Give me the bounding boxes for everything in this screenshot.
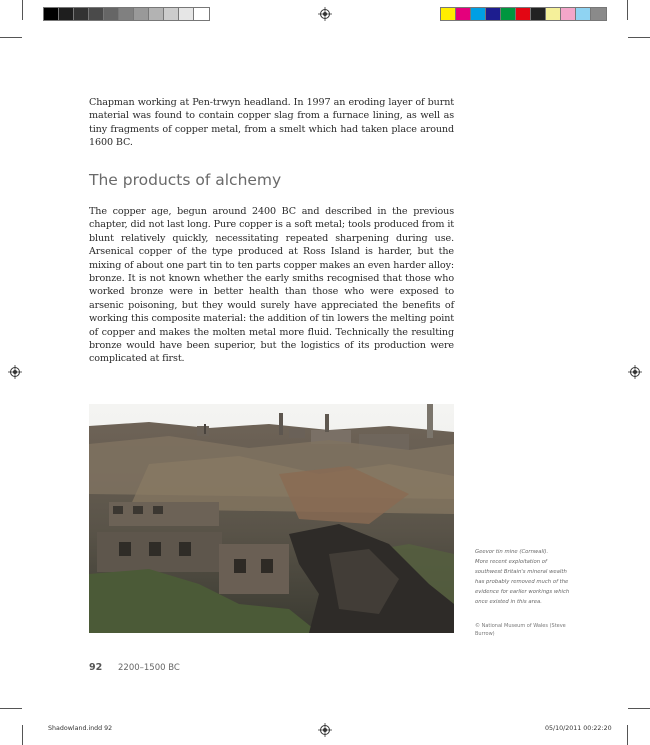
color-swatch [576, 8, 591, 20]
color-swatch [441, 8, 456, 20]
grayscale-color-bar [43, 7, 210, 21]
color-swatch [546, 8, 561, 20]
gray-swatch [119, 8, 134, 20]
crop-mark [0, 708, 22, 709]
gray-swatch [44, 8, 59, 20]
photo-caption [475, 548, 575, 607]
crop-mark [628, 708, 650, 709]
registration-mark-icon [8, 365, 22, 379]
color-swatch [561, 8, 576, 20]
caption-title: Geevor tin mine (Cornwall). [475, 549, 549, 555]
crop-mark [628, 37, 650, 38]
slug-filename: Shadowland.indd 92 [48, 725, 113, 732]
color-swatch [531, 8, 546, 20]
registration-mark-icon [628, 365, 642, 379]
gray-swatch [164, 8, 179, 20]
color-swatch [471, 8, 486, 20]
crop-mark [0, 37, 22, 38]
photo-credit: © National Museum of Wales (Steve Burrow) [475, 623, 566, 637]
mine-photograph [89, 404, 454, 633]
main-paragraph: The copper age, begun around 2400 BC and described in the previous chapter, did not last long. Pure copper is a soft metal; tools produced from it blunt relatively quickly, necessitating repeated sharpening during use. Arsenical copper of the type produced at Ross Island is harder, but the mixing of about one part tin to ten parts copper makes an even harder alloy: bronze. It is not known whether the early smiths recognised that those who worked bronze were in better health than those who were exposed to arsenic poisoning, but they would surely have appreciated the benefits of working this composite material: the addition of tin lowers the melting point of copper and makes the molten metal more fluid. Technically the resulting bronze would have been superior, but the logistics of its production were complicated at first. [89, 206, 454, 365]
slug-timestamp: 05/10/2011 00:22:20 [545, 725, 612, 732]
gray-swatch [194, 8, 209, 20]
crop-mark [627, 0, 628, 20]
caption-text: More recent exploitation of southwest Britain's mineral wealth has probably removed much of the evidence for earlier workings which once existed in this area. [475, 558, 570, 605]
registration-mark-icon [318, 7, 332, 21]
gray-swatch [74, 8, 89, 20]
color-swatch [456, 8, 471, 20]
gray-swatch [134, 8, 149, 20]
color-swatch [591, 8, 606, 20]
crop-mark [627, 725, 628, 745]
gray-swatch [149, 8, 164, 20]
color-swatch [516, 8, 531, 20]
running-head: 2200–1500 BC [118, 663, 180, 673]
crop-mark [22, 725, 23, 745]
registration-mark-icon [318, 723, 332, 737]
intro-paragraph: Chapman working at Pen-trwyn headland. In 1997 an eroding layer of burnt material was found to contain copper slag from a furnace lining, as well as tiny fragments of copper metal, from a smelt which had taken place around 1600 BC. [89, 97, 454, 149]
gray-swatch [89, 8, 104, 20]
gray-swatch [59, 8, 74, 20]
section-heading: The products of alchemy [89, 171, 282, 189]
color-swatch [501, 8, 516, 20]
process-color-bar [440, 7, 607, 21]
gray-swatch [179, 8, 194, 20]
page-number: 92 [89, 662, 103, 673]
color-swatch [486, 8, 501, 20]
gray-swatch [104, 8, 119, 20]
crop-mark [22, 0, 23, 20]
